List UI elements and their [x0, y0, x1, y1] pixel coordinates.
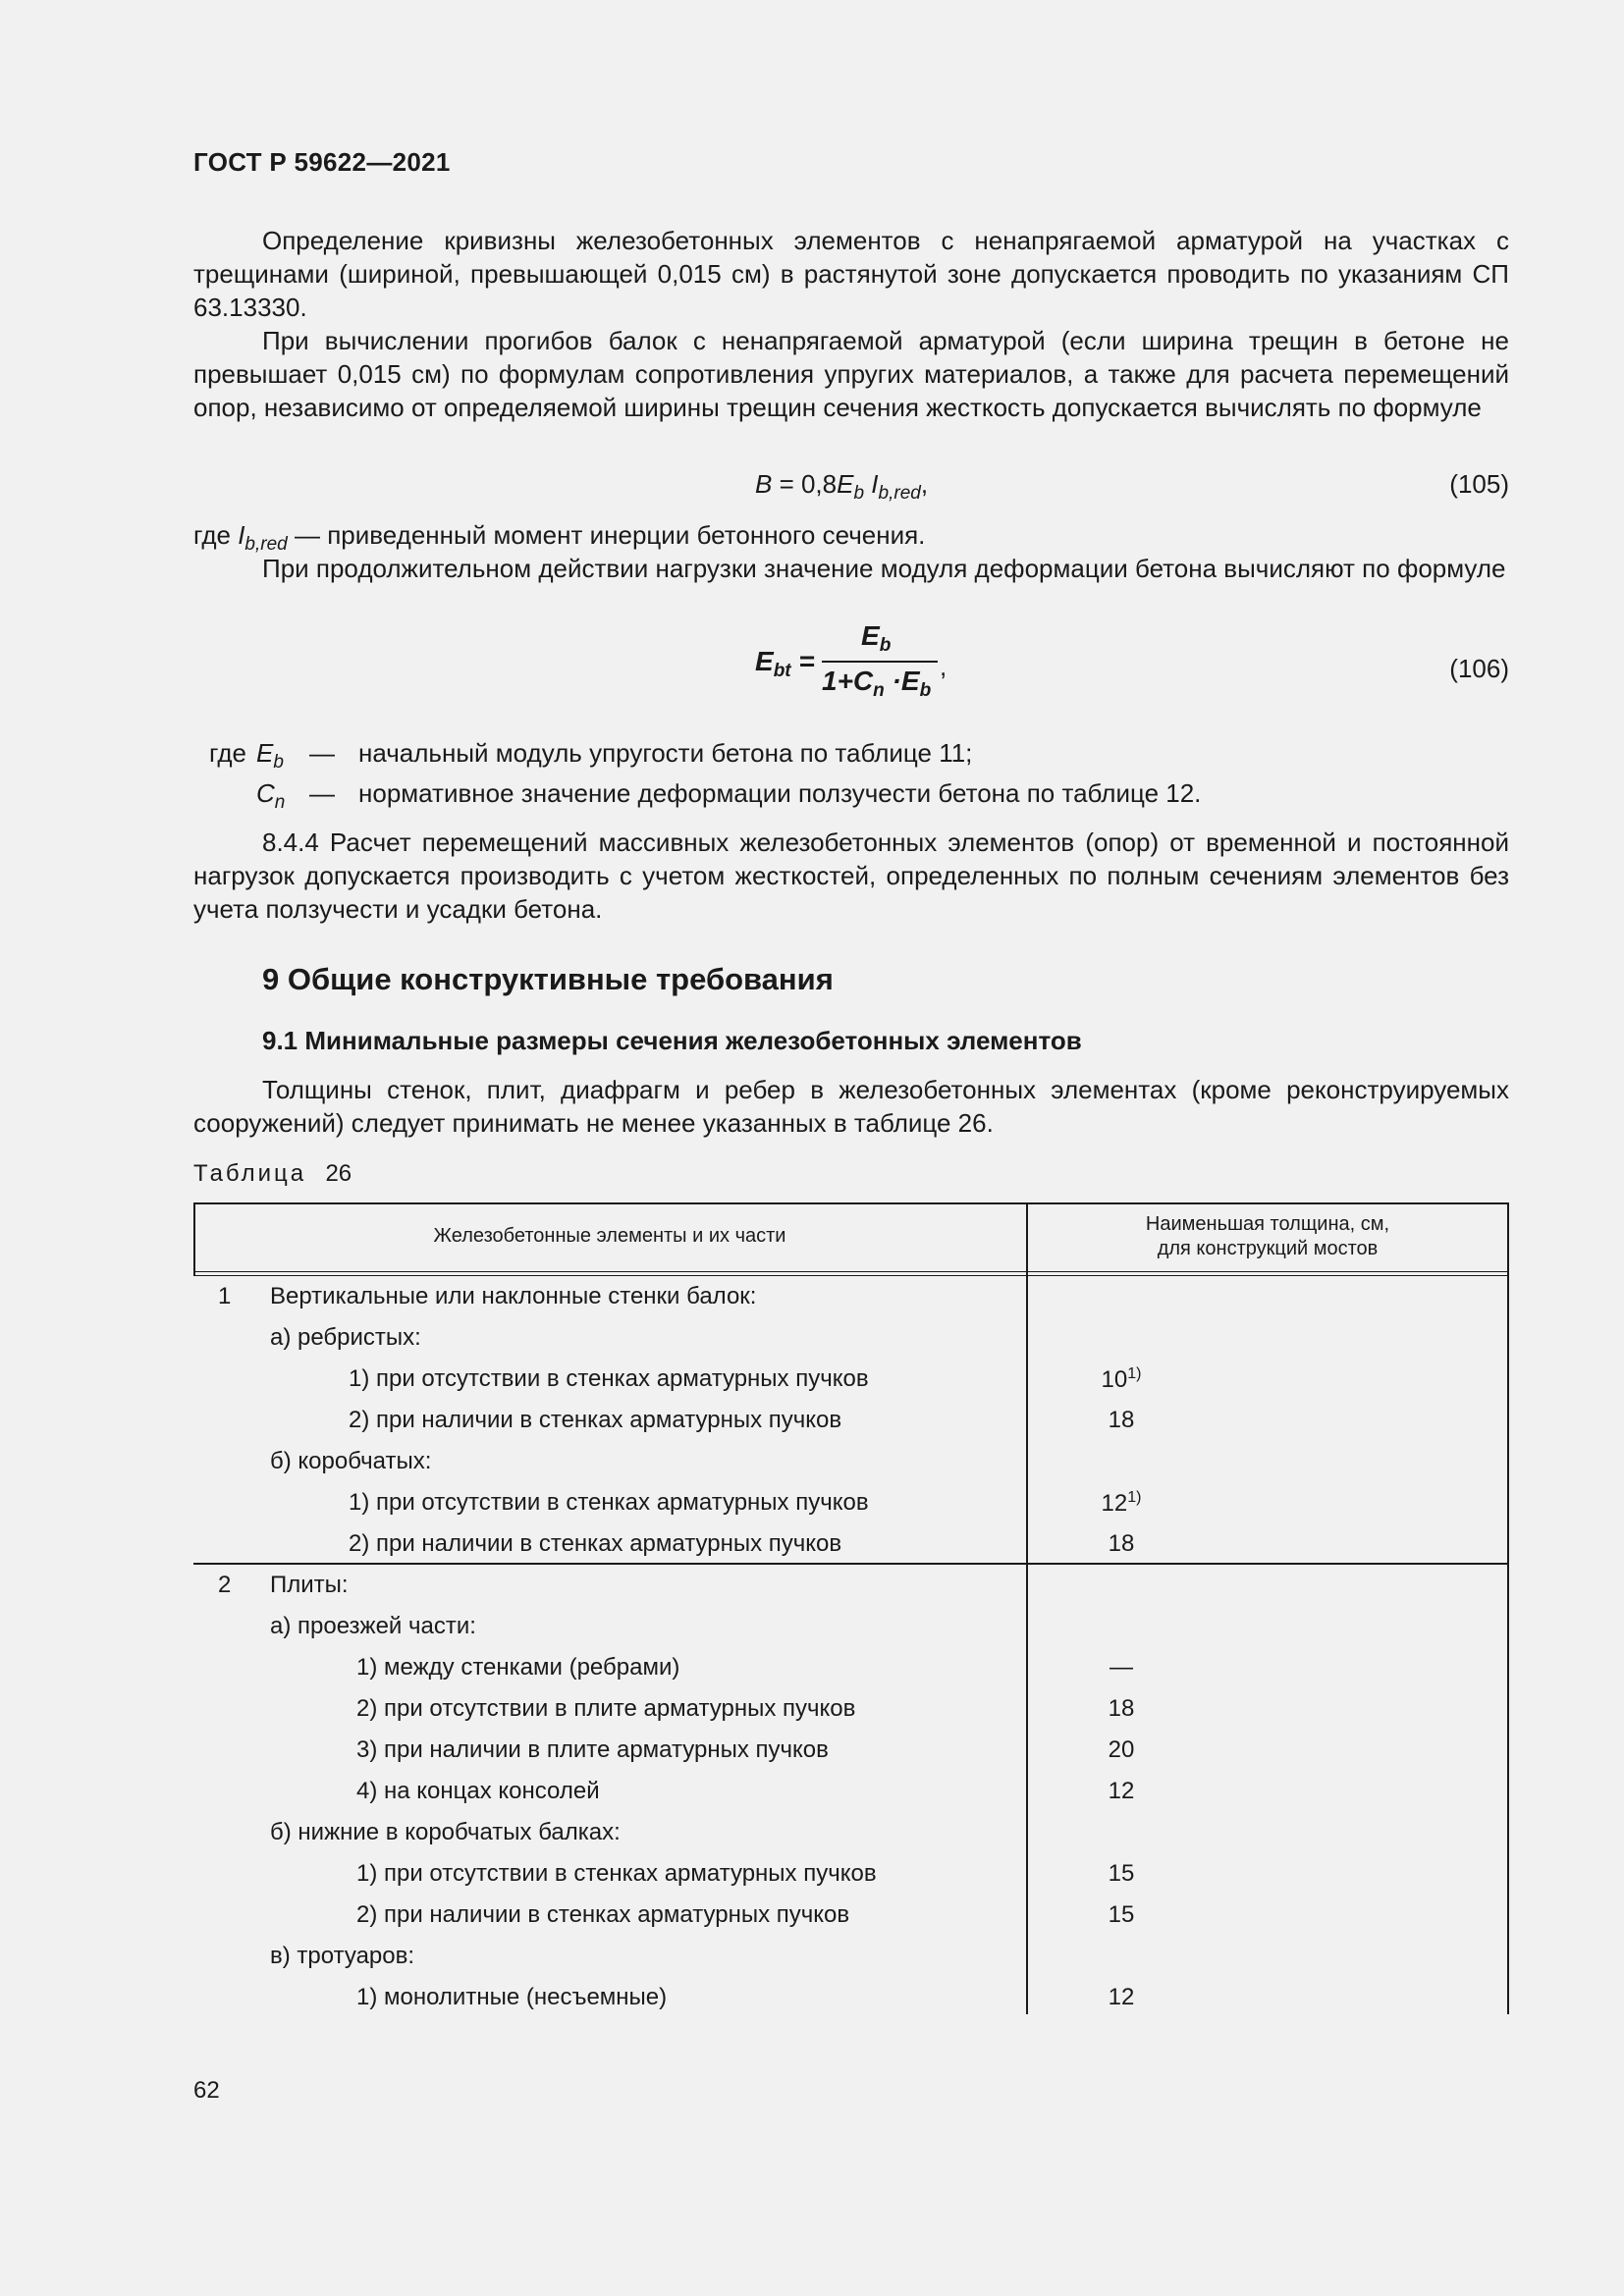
table-row-number: 2 — [218, 1572, 232, 1598]
table-row-text: 1) при отсутствии в стенках арматурных пучков — [349, 1489, 869, 1516]
table-row-text: 2) при отсутствии в плите арматурных пучков — [356, 1695, 856, 1722]
table-row-value: 20 — [1108, 1736, 1135, 1763]
table-caption: Таблица 26 — [193, 1160, 352, 1187]
table-row-value: — — [1110, 1654, 1133, 1681]
table-row-value: 18 — [1108, 1530, 1135, 1557]
table-row-value: 15 — [1108, 1901, 1135, 1928]
table-row-value: 18 — [1108, 1695, 1135, 1722]
table-row-text: 2) при наличии в стенках арматурных пучков — [349, 1530, 842, 1557]
table-row-text: а) ребристых: — [270, 1324, 421, 1351]
definition-eb-lead: где — [209, 738, 246, 768]
table-row-value: 12 — [1108, 1984, 1135, 2010]
paragraph-where-inertia: где $I_{b,red}$ — приведенный момент инерции бетонного сечения. — [193, 520, 926, 555]
table-row-value: 18 — [1108, 1407, 1135, 1433]
table-row-text: 1) между стенками (ребрами) — [356, 1654, 680, 1681]
formula-105-number: (105) — [1449, 469, 1509, 499]
table-row-value: 12$^{1)}$ — [1101, 1489, 1142, 1517]
table-row-text: 1) при отсутствии в стенках арматурных пучков — [356, 1860, 877, 1887]
definition-eb-dash: — — [309, 738, 335, 768]
definition-cn-symbol: $C_n$ — [256, 778, 286, 813]
table-row-text: 2) при наличии в стенках арматурных пучков — [349, 1407, 842, 1433]
formula-106-number: (106) — [1449, 654, 1509, 683]
table-row-text: 2) при наличии в стенках арматурных пучков — [356, 1901, 850, 1928]
table-row-text: б) коробчатых: — [270, 1448, 432, 1474]
table-row-value: 15 — [1108, 1860, 1135, 1887]
table-row-text: 3) при наличии в плите арматурных пучков — [356, 1736, 829, 1763]
table-row-text: в) тротуаров: — [270, 1943, 415, 1969]
definition-eb-symbol: $E_b$ — [256, 738, 284, 773]
definition-cn-dash: — — [309, 778, 335, 808]
table-header-elements: Железобетонные элементы и их части — [433, 1225, 786, 1247]
table-row-value: 12 — [1108, 1778, 1135, 1804]
paragraph-thickness: Толщины стенок, плит, диафрагм и ребер в железобетонных элементах (кроме реконструируемых сооружений) следует принимать не менее указанных в таблице 26. — [193, 1075, 1509, 1138]
table-row-number: 1 — [218, 1283, 232, 1309]
paragraph-long-term-load: При продолжительном действии нагрузки значение модуля деформации бетона вычисляют по формуле — [262, 554, 1506, 583]
footnote-mark: 1) — [1127, 1489, 1142, 1506]
definition-cn-text: нормативное значение деформации ползучести бетона по таблице 12. — [358, 778, 1202, 808]
table-row-text: Плиты: — [270, 1572, 349, 1598]
paragraph-8-4-4: 8.4.4 Расчет перемещений массивных железобетонных элементов (опор) от временной и постоянной нагрузок допускается производить с учетом жесткостей, определенных по полным сечениям элементов без учета ползучести и усадки бетона. — [193, 828, 1509, 924]
paragraph-deflection: При вычислении прогибов балок с ненапрягаемой арматурой (если ширина трещин в бетоне не превышает 0,015 см) по формулам сопротивления упругих материалов, а также для расчета перемещений опор, независимо от определяемой ширины трещин сечения жесткость допускается вычислять по формуле — [193, 326, 1509, 422]
table-26 — [193, 1202, 1509, 2014]
section-title: 9 Общие конструктивные требования — [262, 962, 834, 996]
table-header-thickness: Наименьшая толщина, см, для конструкций мостов — [1145, 1213, 1390, 1259]
table-row-text: 1) при отсутствии в стенках арматурных пучков — [349, 1365, 869, 1392]
table-row-value: 10$^{1)}$ — [1101, 1365, 1142, 1393]
subsection-title: 9.1 Минимальные размеры сечения железобетонных элементов — [262, 1026, 1082, 1055]
table-row-text: 4) на концах консолей — [356, 1778, 600, 1804]
document-header: ГОСТ Р 59622—2021 — [193, 147, 451, 177]
page-number: 62 — [193, 2077, 220, 2104]
table-row-text: а) проезжей части: — [270, 1613, 476, 1639]
table-row-text: Вертикальные или наклонные стенки балок: — [270, 1283, 757, 1309]
table-row-text: 1) монолитные (несъемные) — [356, 1984, 668, 2010]
definition-eb-text: начальный модуль упругости бетона по таблице 11; — [358, 738, 973, 768]
paragraph-curvature: Определение кривизны железобетонных элементов с ненапрягаемой арматурой на участках с трещинами (шириной, превышающей 0,015 см) в растянутой зоне допускается проводить по указаниям СП 63.13330. — [193, 226, 1509, 322]
formula-105: $B = 0,8E_b$ $I_{b,red}$, — [755, 469, 929, 504]
footnote-mark: 1) — [1127, 1365, 1142, 1382]
table-row-text: б) нижние в коробчатых балках: — [270, 1819, 621, 1845]
